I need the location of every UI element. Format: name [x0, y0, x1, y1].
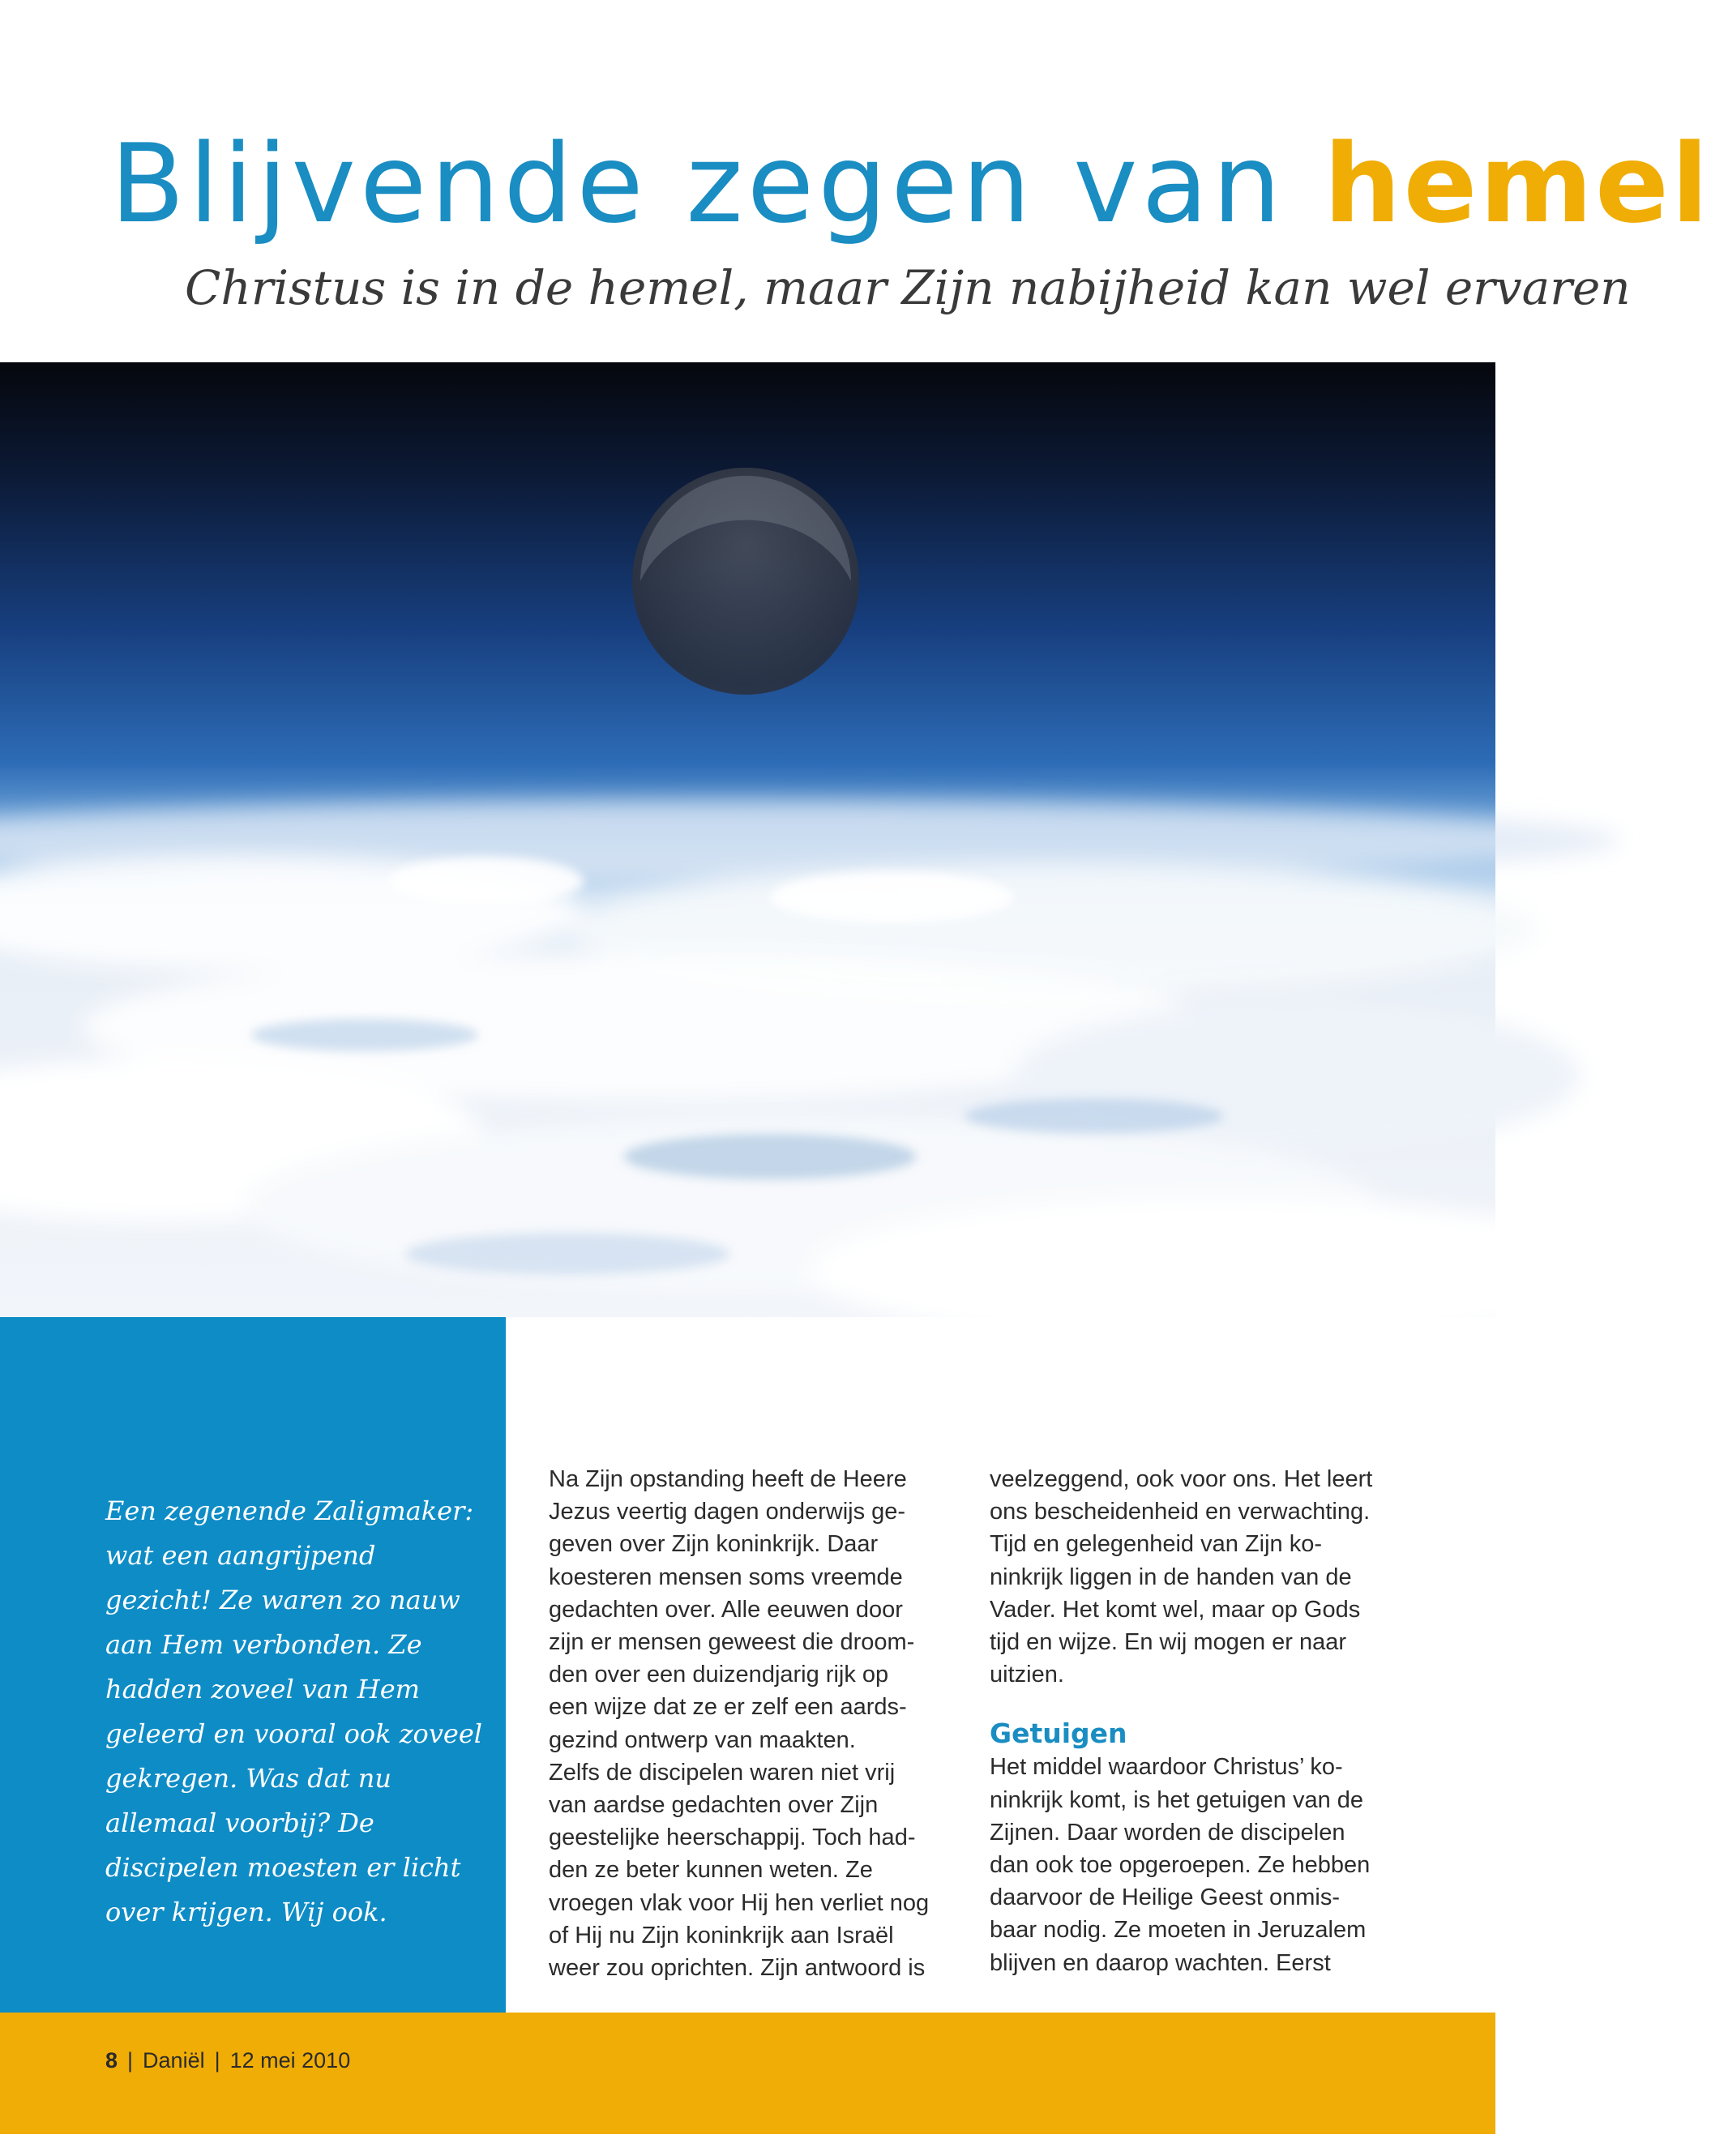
- hero-image-sky-clouds: [0, 362, 1495, 1317]
- column-line: baar nodig. Ze moeten in Jeruzalem: [990, 1917, 1367, 1944]
- column-line: den over een duizendjarig rijk op: [549, 1662, 889, 1688]
- column-line: ons bescheidenheid en verwachting.: [990, 1499, 1371, 1525]
- column-line: tijd en wijze. En wij mogen er naar: [990, 1629, 1347, 1656]
- body-column-2: [990, 1463, 1411, 1979]
- column-line: van aardse gedachten over Zijn: [549, 1792, 879, 1819]
- column-line: dan ook toe opgeroepen. Ze hebben: [990, 1852, 1371, 1879]
- column-line: Na Zijn opstanding heeft de Heere: [549, 1466, 907, 1492]
- column-line: of Hij nu Zijn koninkrijk aan Israël: [549, 1922, 894, 1949]
- column-line: ninkrijk liggen in de handen van de: [990, 1564, 1352, 1590]
- column-line: Vader. Het komt wel, maar op Gods: [990, 1596, 1361, 1623]
- column-line: gedachten over. Alle eeuwen door: [549, 1596, 903, 1623]
- column-line: Zijnen. Daar worden de discipelen: [990, 1819, 1345, 1846]
- article-subtitle: Christus is in de hemel, maar Zijn nabijheid kan wel ervaren: [185, 260, 1631, 315]
- footer-separator: |: [214, 2048, 220, 2073]
- article-title: [110, 121, 1711, 247]
- column-line: Jezus veertig dagen onderwijs ge-: [549, 1499, 906, 1525]
- footer-separator: |: [127, 2048, 134, 2073]
- column-line: koesteren mensen soms vreemde: [549, 1564, 903, 1590]
- column-line: ninkrijk komt, is het getuigen van de: [990, 1786, 1364, 1813]
- column-line: blijven en daarop wachten. Eerst: [990, 1949, 1331, 1976]
- column-line: den ze beter kunnen weten. Ze: [549, 1857, 873, 1884]
- column-line: veelzeggend, ook voor ons. Het leert: [990, 1466, 1373, 1492]
- column-line: geestelijke heerschappij. Toch had-: [549, 1824, 916, 1851]
- body-column-1: [549, 1463, 970, 1984]
- column-line: uitzien.: [990, 1662, 1064, 1688]
- column-line: Zelfs de discipelen waren niet vrij: [549, 1759, 896, 1786]
- footer-bar: [0, 2013, 1495, 2134]
- title-accent: hemel: [1324, 121, 1711, 247]
- column-line: Tijd en gelegenheid van Zijn ko-: [990, 1531, 1323, 1558]
- column-line: geven over Zijn koninkrijk. Daar: [549, 1531, 879, 1558]
- hero-illustration: [0, 362, 1495, 1317]
- title-main: Blijvende zegen van: [110, 121, 1285, 247]
- section-heading: Getuigen: [990, 1718, 1127, 1750]
- column-line: daarvoor de Heilige Geest onmis-: [990, 1884, 1340, 1911]
- column-line: gezind ontwerp van maakten.: [549, 1726, 856, 1753]
- footer-info: [105, 2048, 350, 2073]
- pull-quote: Een zegenende Zaligmaker: wat een aangrijpend gezicht! Ze waren zo nauw aan Hem verbonden. Ze hadden zoveel van Hem geleerd en vooral ook zoveel gekregen. Was dat nu allemaal voorbij? De discipelen moesten er licht over krijgen. Wij ook.: [105, 1495, 482, 1927]
- column-line: zijn er mensen geweest die droom-: [549, 1629, 915, 1656]
- page-number: 8: [105, 2048, 118, 2073]
- column-line: Het middel waardoor Christus’ ko-: [990, 1754, 1343, 1781]
- column-line: vroegen vlak voor Hij hen verliet nog: [549, 1889, 930, 1916]
- publication-date: 12 mei 2010: [229, 2048, 351, 2073]
- column-line: weer zou oprichten. Zijn antwoord is: [549, 1955, 926, 1982]
- publication-name: Daniël: [143, 2048, 205, 2073]
- column-line: een wijze dat ze er zelf een aards-: [549, 1694, 907, 1721]
